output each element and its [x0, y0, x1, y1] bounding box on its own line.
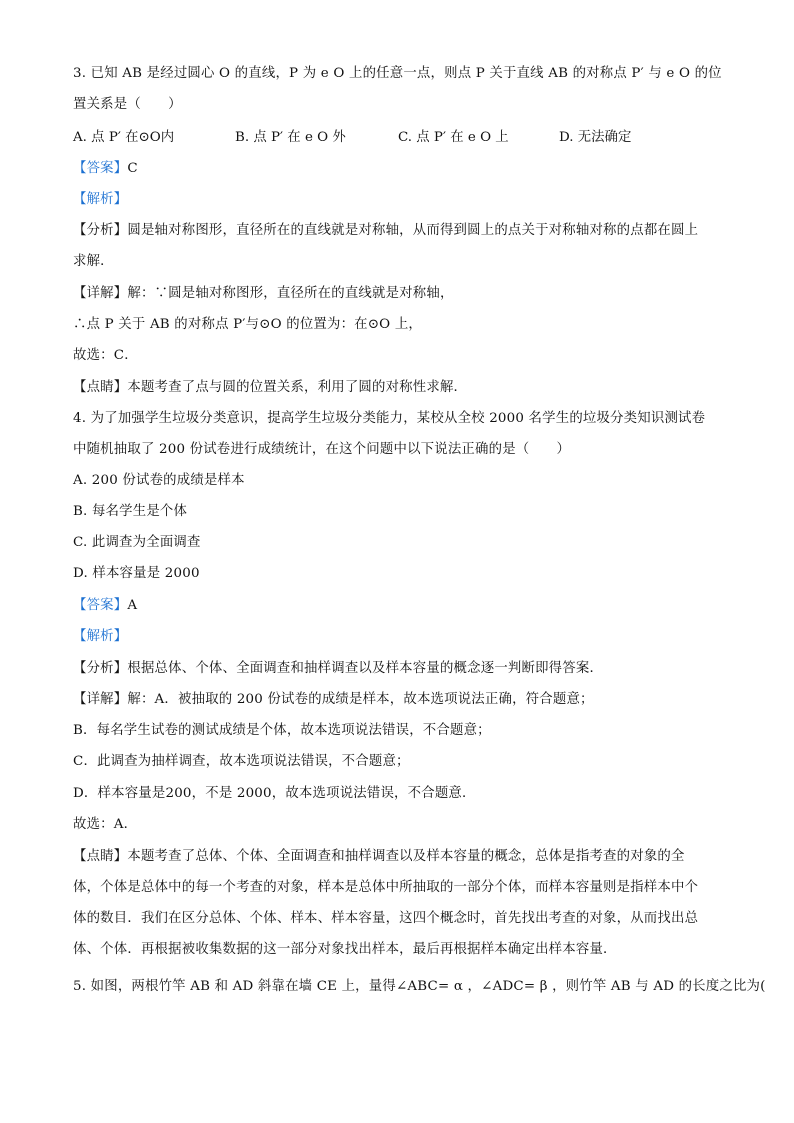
q4-option-d: D. 样本容量是 2000	[73, 566, 200, 581]
q3-answer-value: C	[127, 161, 138, 176]
q3-answer-row	[73, 159, 723, 179]
q3-option-d: D. 无法确定	[559, 130, 632, 145]
q4-xiangjie-line-5: 故选：A．	[73, 817, 138, 832]
q3-stem-line-2: 置关系是（ ）	[73, 97, 182, 112]
q3-dianjing-row	[73, 378, 723, 398]
q4-analysis-row	[73, 627, 723, 647]
q4-answer-tag: 【答案】	[73, 598, 128, 613]
q4-xiangjie-line-2: B．每名学生试卷的测试成绩是个体，故本选项说法错误，不合题意；	[73, 723, 491, 738]
q4-dianjing-line-3: 体的数目．我们在区分总体、个体、样本、样本容量，这四个概念时，首先找出考查的对象，从而找出总	[73, 911, 699, 926]
q4-stem-line-2: 中随机抽取了 200 份试卷进行成绩统计，在这个问题中以下说法正确的是（ ）	[73, 442, 571, 457]
q3-dianjing-text: 本题考查了点与圆的位置关系，利用了圆的对称性求解．	[127, 380, 468, 395]
q4-xiangjie-text: 解：A．被抽取的 200 份试卷的成绩是样本，故本选项说法正确，符合题意；	[127, 692, 594, 707]
q4-dianjing-text: 本题考查了总体、个体、全面调查和抽样调查以及样本容量的概念，总体是指考查的对象的全	[127, 849, 685, 864]
q3-fenxi-tag: 【分析】	[73, 223, 128, 238]
q3-xiangjie-text: 解：∵圆是轴对称图形，直径所在的直线就是对称轴，	[127, 286, 454, 301]
q3-stem-line-1: 3. 已知 AB 是经过圆心 O 的直线，P 为 e O 上的任意一点，则点 P 关于直线 AB 的对称点 P′ 与 e O 的位	[73, 66, 722, 81]
q4-xiangjie-tag: 【详解】	[73, 692, 128, 707]
q4-dianjing-line-4: 体、个体．再根据被收集数据的这一部分对象找出样本，最后再根据样本确定出样本容量．	[73, 942, 617, 957]
q4-fenxi-text: 根据总体、个体、全面调查和抽样调查以及样本容量的概念逐一判断即得答案．	[127, 661, 604, 676]
q3-dianjing-tag: 【点睛】	[73, 380, 128, 395]
q4-option-b: B. 每名学生是个体	[73, 504, 188, 519]
q5-stem-line-1: 5. 如图，两根竹竿 AB 和 AD 斜靠在墙 CE 上，量得∠ABC= α ，∠ADC= β ，则竹竿 AB 与 AD 的长度之比为(	[73, 979, 766, 994]
q4-fenxi-tag: 【分析】	[73, 661, 128, 676]
q4-answer-row	[73, 596, 723, 616]
q3-analysis-tag: 【解析】	[73, 192, 128, 207]
q4-fenxi-row	[73, 659, 723, 679]
q3-fenxi-line-2: 求解．	[73, 254, 114, 269]
q3-answer-tag: 【答案】	[73, 161, 128, 176]
q3-option-a: A. 点 P′ 在⊙O内	[73, 130, 175, 145]
q4-xiangjie-line-3: C．此调查为抽样调查，故本选项说法错误，不合题意；	[73, 754, 410, 769]
q3-option-b: B. 点 P′ 在 e O 外	[235, 130, 346, 145]
q4-xiangjie-row	[73, 690, 723, 710]
q3-analysis-row	[73, 190, 723, 210]
q3-option-c: C. 点 P′ 在 e O 上	[398, 130, 509, 145]
q4-dianjing-row	[73, 847, 723, 867]
q3-fenxi-text: 圆是轴对称图形，直径所在的直线就是对称轴，从而得到圆上的点关于对称轴对称的点都在圆上	[127, 223, 699, 238]
q4-option-c: C. 此调查为全面调查	[73, 535, 201, 550]
q3-xiangjie-line-2: ∴点 P 关于 AB 的对称点 P′与⊙O 的位置为：在⊙O 上，	[73, 317, 423, 332]
q3-xiangjie-tag: 【详解】	[73, 286, 128, 301]
q4-dianjing-tag: 【点睛】	[73, 849, 128, 864]
q4-analysis-tag: 【解析】	[73, 629, 128, 644]
q4-dianjing-line-2: 体，个体是总体中的每一个考查的对象，样本是总体中所抽取的一部分个体，而样本容量则是指样本中个	[73, 880, 699, 895]
q4-answer-value: A	[127, 598, 138, 613]
q4-stem-line-1: 4. 为了加强学生垃圾分类意识，提高学生垃圾分类能力，某校从全校 2000 名学生的垃圾分类知识测试卷	[73, 411, 706, 426]
q3-xiangjie-line-3: 故选：C．	[73, 348, 138, 363]
q3-xiangjie-row	[73, 284, 723, 304]
q3-fenxi-row	[73, 221, 723, 241]
q4-option-a: A. 200 份试卷的成绩是样本	[73, 473, 245, 488]
q4-xiangjie-line-4: D．样本容量是200，不是 2000，故本选项说法错误，不合题意．	[73, 786, 476, 801]
